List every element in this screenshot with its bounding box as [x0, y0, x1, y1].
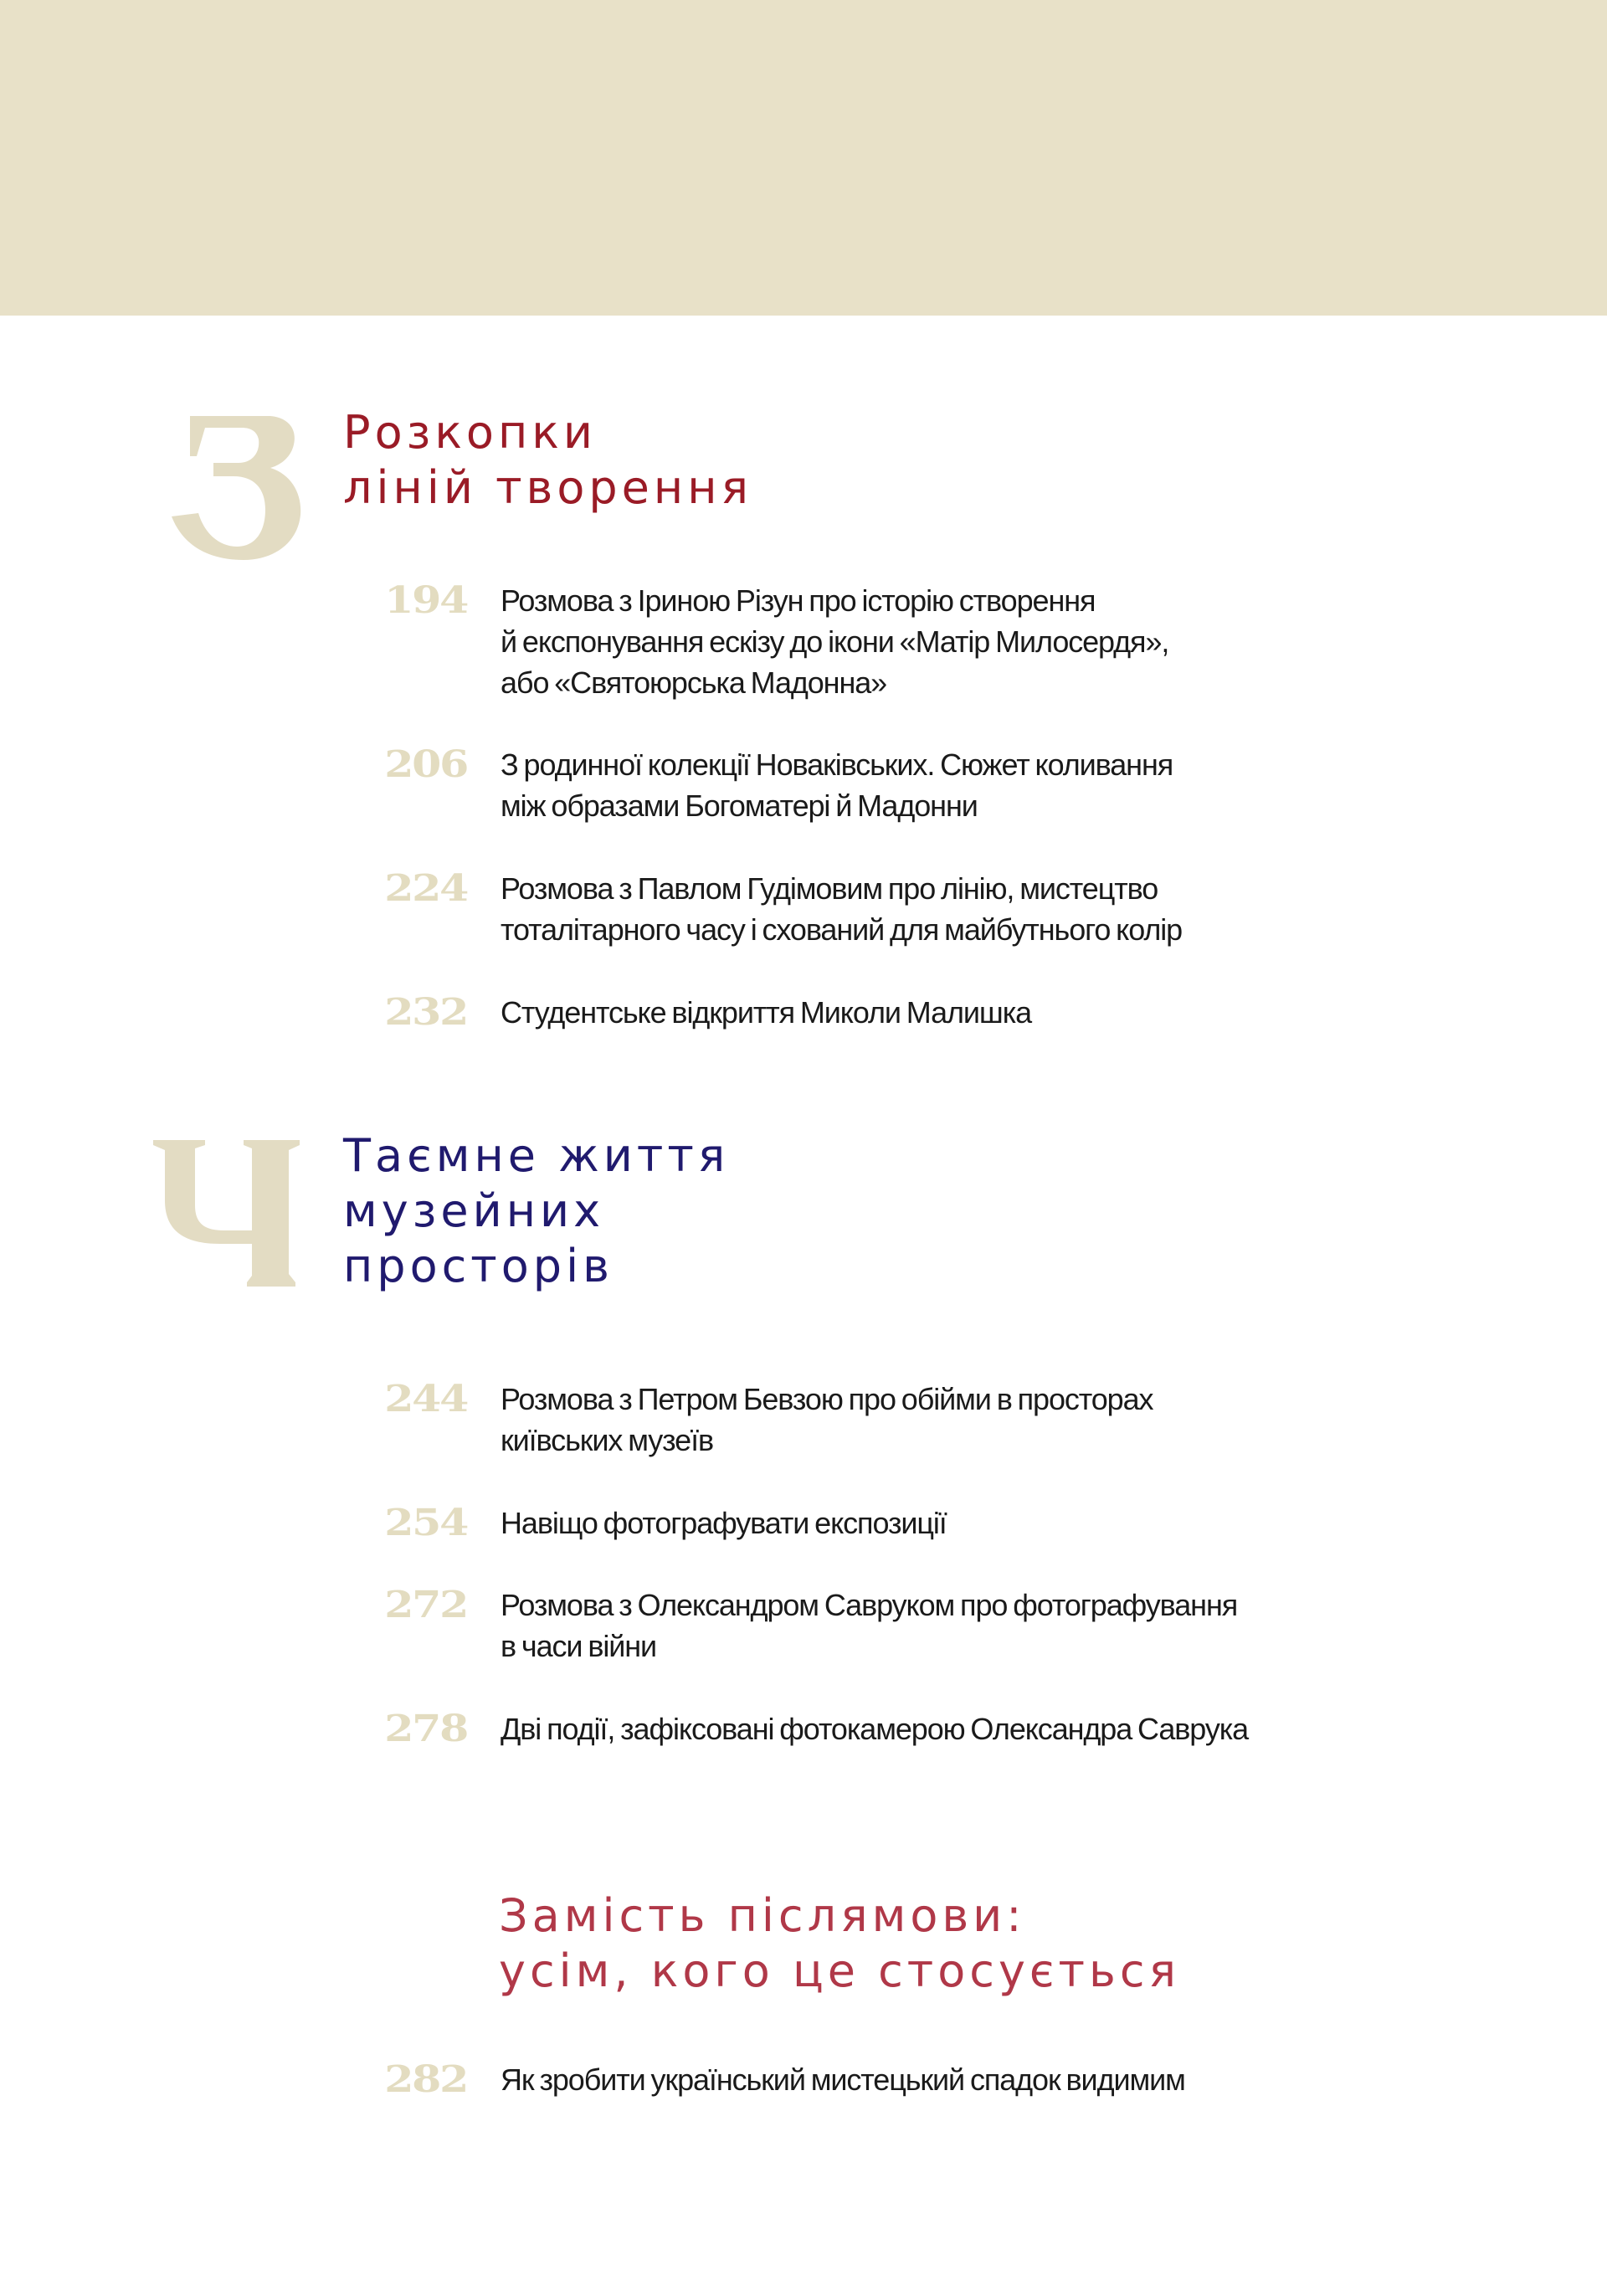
entry-line: Навіщо фотографувати експозиції: [501, 1506, 947, 1540]
entry-line: Студентське відкриття Миколи Малишка: [501, 995, 1032, 1030]
afterword-title-line-1: Замість післямови:: [499, 1889, 1026, 1942]
page-number: 232: [384, 991, 467, 1034]
entry-title[interactable]: [501, 1708, 1505, 1749]
page-number: 206: [384, 743, 467, 786]
entry-line: між образами Богоматері й Мадонни: [501, 788, 978, 823]
entry-title[interactable]: [501, 1585, 1505, 1667]
entry-line: Розмова з Петром Бевзою про обійми в просторах: [501, 1382, 1153, 1416]
entry-line: київських музеїв: [501, 1423, 714, 1457]
page-number: 272: [384, 1584, 467, 1626]
entry-title[interactable]: [501, 1379, 1505, 1461]
entry-title[interactable]: [501, 2059, 1505, 2100]
entry-line: й експонування ескізу до ікони «Матір Милосердя»,: [501, 624, 1169, 659]
entry-line: Як зробити український мистецький спадок видимим: [501, 2062, 1185, 2097]
chapter-4-title-line-1: Таємне життя: [343, 1129, 730, 1182]
entry-title[interactable]: [501, 744, 1505, 826]
entry-line: Розмова з Павлом Гудімовим про лінію, мистецтво: [501, 871, 1158, 906]
entry-line: Розмова з Олександром Савруком про фотографування: [501, 1588, 1238, 1622]
chapter-3-title: [343, 405, 752, 516]
page-number: 254: [384, 1502, 467, 1544]
chapter-4-title: [343, 1128, 729, 1294]
header-band: [0, 0, 1607, 316]
chapter-4-title-line-3: просторів: [343, 1240, 614, 1292]
chapter-numeral-4-icon: [153, 1140, 300, 1287]
afterword-title-line-2: усім, кого це стосується: [499, 1944, 1181, 1997]
page-number: 224: [384, 867, 467, 910]
page-number: 278: [384, 1708, 467, 1750]
afterword-title: [499, 1888, 1180, 1999]
entry-line: З родинної колекції Новаківських. Сюжет коливання: [501, 747, 1173, 782]
entry-title[interactable]: [501, 992, 1505, 1033]
chapter-3-title-line-2: ліній творення: [343, 461, 753, 514]
entry-title[interactable]: [501, 1502, 1505, 1544]
entry-title[interactable]: [501, 580, 1505, 703]
entry-line: або «Святоюрська Мадонна»: [501, 665, 887, 700]
entry-line: в часи війни: [501, 1629, 657, 1663]
chapter-numeral-3-icon: [172, 416, 301, 560]
page-number: 194: [384, 579, 467, 622]
entry-line: Дві події, зафіксовані фотокамерою Олександра Саврука: [501, 1712, 1249, 1746]
page-number: 282: [384, 2058, 467, 2101]
entry-title[interactable]: [501, 868, 1505, 950]
page-number: 244: [384, 1378, 467, 1420]
chapter-3-title-line-1: Розкопки: [343, 406, 597, 459]
entry-line: тоталітарного часу і схований для майбутнього колір: [501, 912, 1183, 947]
chapter-4-title-line-2: музейних: [343, 1184, 605, 1237]
entry-line: Розмова з Іриною Різун про історію створення: [501, 583, 1096, 618]
